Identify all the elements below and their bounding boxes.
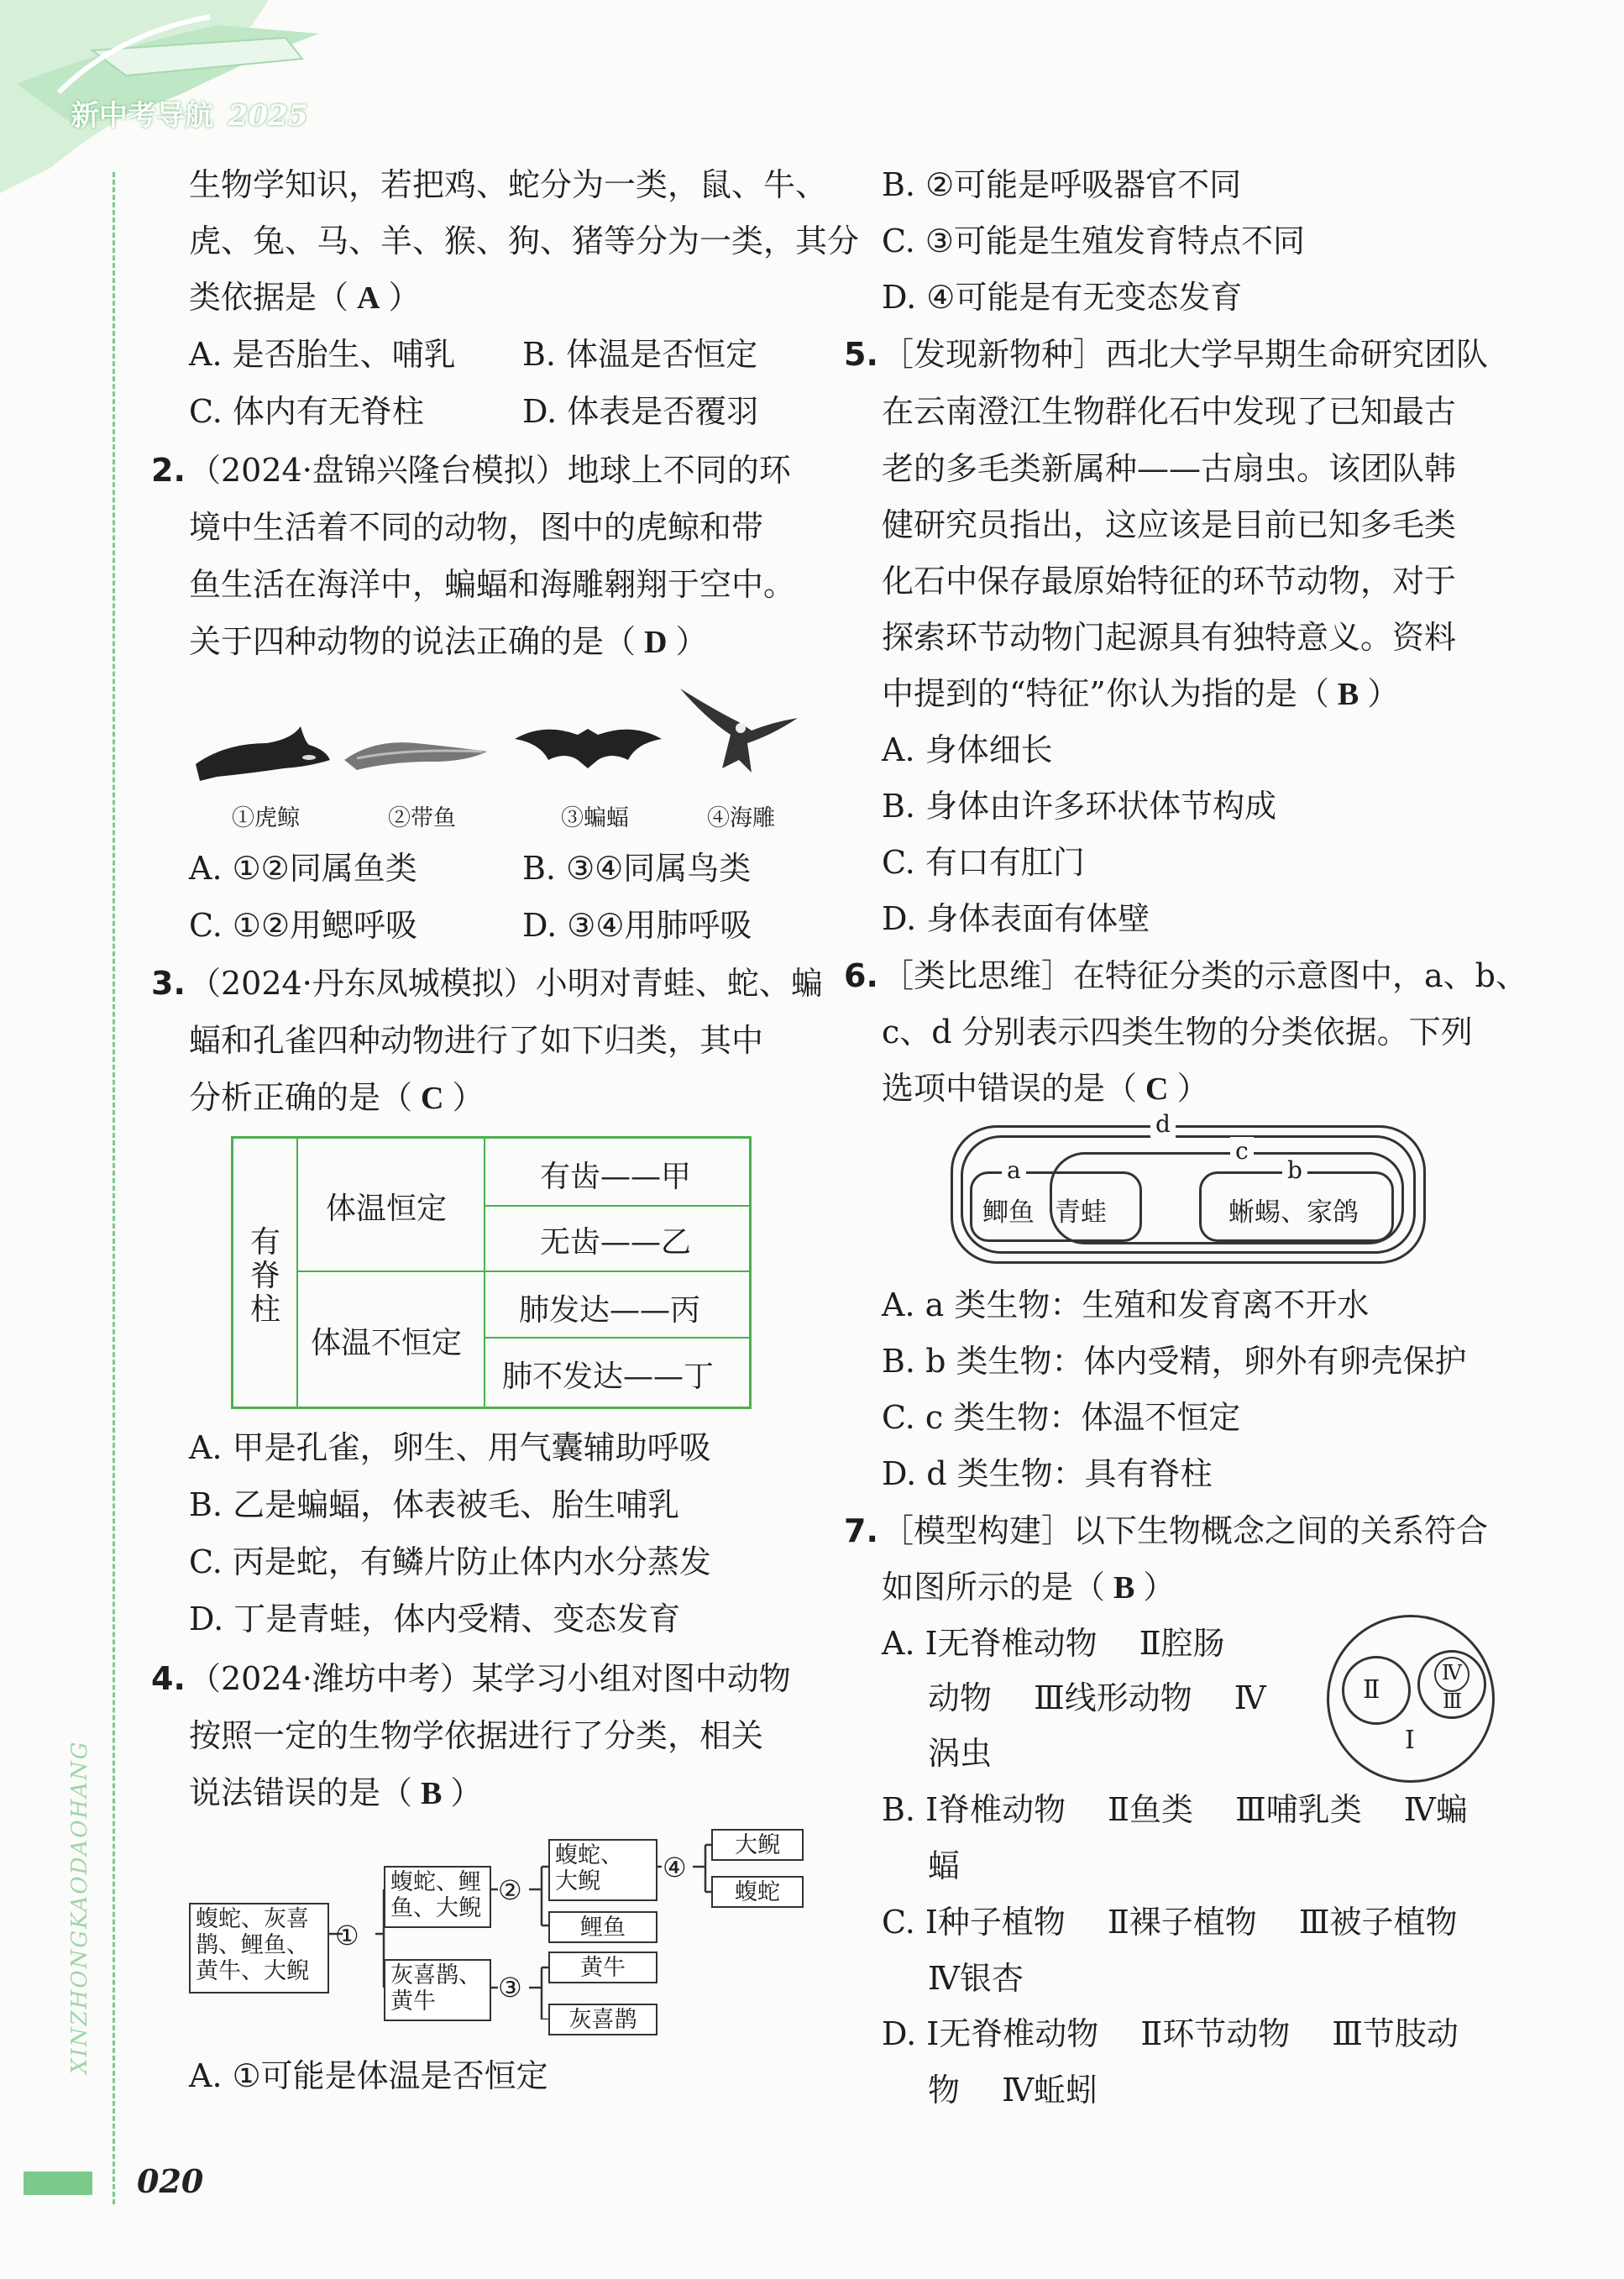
q5-number: 5. bbox=[844, 336, 878, 373]
q5-line-1: ［发现新物种］西北大学早期生命研究团队 bbox=[882, 336, 1489, 373]
tree-leaf-c1: 蝮蛇、 大鲵 bbox=[548, 1839, 657, 1901]
q3-close: ） bbox=[452, 1079, 485, 1116]
q5-line-2: 在云南澄江生物群化石中发现了已知最古 bbox=[882, 393, 1457, 430]
header-brand bbox=[71, 92, 307, 134]
tree-leaf-c4: 灰喜鹊 bbox=[548, 2004, 657, 2035]
q5-close: ） bbox=[1367, 675, 1400, 712]
q2-close: ） bbox=[675, 623, 708, 660]
q3-option-c: C. 丙是蛇，有鳞片防止体内水分蒸发 bbox=[189, 1543, 711, 1580]
q5-option-b: B. 身体由许多环状体节构成 bbox=[882, 788, 1277, 825]
q2-line-1: （2024·盘锦兴隆台模拟）地球上不同的环 bbox=[189, 452, 791, 489]
q1-option-d: D. 体表是否覆羽 bbox=[522, 393, 759, 430]
orca-image bbox=[191, 718, 334, 785]
tree-node-4: ④ bbox=[663, 1852, 687, 1883]
q7-number: 7. bbox=[844, 1512, 878, 1549]
venn-label-ii: Ⅱ bbox=[1363, 1675, 1380, 1705]
q2-option-b: B. ③④同属鸟类 bbox=[522, 850, 752, 887]
caption-eagle: ④海雕 bbox=[707, 805, 775, 831]
q4-option-a: A. ①可能是体温是否恒定 bbox=[189, 2057, 548, 2094]
diagram-label-c: c bbox=[1230, 1137, 1254, 1165]
q3-option-d: D. 丁是青蛙，体内受精、变态发育 bbox=[189, 1601, 681, 1637]
q3-line-1: （2024·丹东凤城模拟）小明对青蛙、蛇、蝙 bbox=[189, 965, 823, 1002]
left-margin-dashed-line bbox=[113, 172, 115, 2204]
q5-option-a: A. 身体细长 bbox=[882, 731, 1053, 768]
q4-option-c: C. ③可能是生殖发育特点不同 bbox=[882, 223, 1305, 259]
diagram-label-a: a bbox=[1002, 1156, 1026, 1184]
diagram-label-d: d bbox=[1150, 1110, 1176, 1138]
q2-stem-end: 关于四种动物的说法正确的是（ bbox=[189, 623, 637, 660]
q6-line-3 bbox=[882, 1068, 1208, 1109]
q6-answer: C bbox=[1145, 1071, 1169, 1107]
q2-line-4 bbox=[189, 621, 707, 663]
q5-answer: B bbox=[1337, 677, 1359, 712]
q3-line-2: 蝠和孔雀四种动物进行了如下归类，其中 bbox=[189, 1022, 764, 1059]
q4-number: 4. bbox=[151, 1660, 186, 1697]
q7-option-b-line-2: 蝠 bbox=[928, 1847, 961, 1884]
bat-image bbox=[511, 714, 666, 781]
q4-stem-end: 说法错误的是（ bbox=[189, 1774, 413, 1811]
table-root: 有 脊 柱 bbox=[249, 1225, 280, 1327]
page-number: 020 bbox=[137, 2162, 204, 2200]
q6-option-a: A. a 类生物：生殖和发育离不开水 bbox=[882, 1286, 1370, 1323]
q5-line-3: 老的多毛类新属种——古扇虫。该团队韩 bbox=[882, 450, 1457, 487]
q2-line-3: 鱼生活在海洋中，蝙蝠和海雕翱翔于空中。 bbox=[189, 566, 796, 603]
tree-leaf-d2: 蝮蛇 bbox=[711, 1876, 804, 1908]
q1-option-b: B. 体温是否恒定 bbox=[522, 336, 758, 373]
q4-line-3 bbox=[189, 1773, 482, 1814]
tree-leaf-c3: 黄牛 bbox=[548, 1952, 657, 1983]
q4-line-1: （2024·潍坊中考）某学习小组对图中动物 bbox=[189, 1660, 791, 1697]
q1-option-c: C. 体内有无脊柱 bbox=[189, 393, 424, 430]
q2-answer: D bbox=[644, 625, 668, 660]
q7-option-c-line-1: C. Ⅰ种子植物 Ⅱ裸子植物 Ⅲ被子植物 bbox=[882, 1904, 1458, 1941]
q7-option-a-line-2: 动物 Ⅲ线形动物 Ⅳ bbox=[928, 1679, 1266, 1716]
q5-line-5: 化石中保存最原始特征的环节动物，对于 bbox=[882, 563, 1457, 600]
tree-leaf-c2: 鲤鱼 bbox=[548, 1911, 657, 1943]
table-leaf-bing: 肺发达——丙 bbox=[519, 1293, 701, 1328]
q2-line-2: 境中生活着不同的动物，图中的虎鲸和带 bbox=[189, 509, 764, 546]
q4-line-2: 按照一定的生物学依据进行了分类，相关 bbox=[189, 1717, 764, 1754]
q7-option-a-line-3: 涡虫 bbox=[928, 1735, 993, 1772]
tree-leaf-d1: 大鲵 bbox=[711, 1829, 804, 1861]
q5-option-c: C. 有口有肛门 bbox=[882, 844, 1085, 881]
side-text: XINZHONGKAODAOHANG bbox=[67, 1740, 92, 2074]
diagram-frog: 青蛙 bbox=[1055, 1197, 1107, 1228]
q3-answer: C bbox=[421, 1081, 444, 1116]
q4-answer: B bbox=[421, 1776, 443, 1811]
tree-node-2: ② bbox=[498, 1874, 522, 1906]
q7-stem-end: 如图所示的是（ bbox=[882, 1569, 1106, 1606]
q6-option-b: B. b 类生物：体内受精，卵外有卵壳保护 bbox=[882, 1343, 1467, 1380]
q4-option-d: D. ④可能是有无变态发育 bbox=[882, 279, 1243, 316]
table-leaf-jia: 有齿——甲 bbox=[540, 1160, 692, 1194]
table-leaf-yi: 无齿——乙 bbox=[540, 1225, 692, 1260]
q2-option-c: C. ①②用鳃呼吸 bbox=[189, 907, 418, 944]
q7-line-1: ［模型构建］以下生物概念之间的关系符合 bbox=[882, 1512, 1489, 1549]
venn-label-i: Ⅰ bbox=[1405, 1726, 1415, 1755]
diagram-others: 蜥蜴、家鸽 bbox=[1228, 1197, 1359, 1228]
tree-branch-2: 灰喜鹊、 黄牛 bbox=[384, 1959, 491, 2021]
q7-close: ） bbox=[1143, 1569, 1176, 1606]
q7-option-d-line-2: 物 Ⅳ蚯蚓 bbox=[928, 2072, 1098, 2109]
q1-answer: A bbox=[357, 280, 380, 316]
classification-table bbox=[231, 1136, 752, 1409]
venn-label-iii: Ⅲ bbox=[1443, 1690, 1463, 1713]
q6-number: 6. bbox=[844, 957, 878, 994]
q6-line-2: c、d 分别表示四类生物的分类依据。下列 bbox=[882, 1014, 1473, 1050]
q1-line-2: 虎、兔、马、羊、猴、狗、猪等分为一类，其分 bbox=[189, 223, 860, 259]
q1-close: ） bbox=[388, 279, 421, 316]
table-leaf-ding: 肺不发达——丁 bbox=[502, 1360, 715, 1394]
q4-close: ） bbox=[450, 1774, 483, 1811]
q6-stem-end: 选项中错误的是（ bbox=[882, 1070, 1138, 1107]
q3-stem-end: 分析正确的是（ bbox=[189, 1079, 413, 1116]
q5-stem-end: 中提到的“特征”你认为指的是（ bbox=[882, 675, 1329, 712]
q3-number: 3. bbox=[151, 965, 186, 1002]
footer-bar bbox=[24, 2172, 92, 2195]
q7-line-2 bbox=[882, 1567, 1175, 1608]
diagram-label-b: b bbox=[1282, 1156, 1307, 1184]
caption-ribbonfish: ②带鱼 bbox=[388, 805, 456, 831]
q6-line-1: ［类比思维］在特征分类的示意图中，a、b、 bbox=[882, 957, 1527, 994]
q2-option-d: D. ③④用肺呼吸 bbox=[522, 907, 752, 944]
q7-answer: B bbox=[1113, 1570, 1135, 1606]
brand-year: 2025 bbox=[228, 99, 308, 133]
tree-node-3: ③ bbox=[498, 1972, 522, 2004]
q7-option-b-line-1: B. Ⅰ脊椎动物 Ⅱ鱼类 Ⅲ哺乳类 Ⅳ蝙 bbox=[882, 1791, 1468, 1828]
ribbonfish-image bbox=[340, 726, 491, 777]
q3-line-3 bbox=[189, 1077, 484, 1119]
q6-close: ） bbox=[1176, 1070, 1209, 1107]
q1-line-3 bbox=[189, 277, 420, 318]
q6-option-d: D. d 类生物：具有脊柱 bbox=[882, 1455, 1213, 1492]
table-group-cold: 体温不恒定 bbox=[311, 1326, 463, 1360]
q7-option-a-line-1: A. Ⅰ无脊椎动物 Ⅱ腔肠 bbox=[882, 1625, 1225, 1662]
q5-line-7 bbox=[882, 673, 1399, 715]
q7-option-d-line-1: D. Ⅰ无脊椎动物 Ⅱ环节动物 Ⅲ节肢动 bbox=[882, 2015, 1459, 2052]
q2-option-a: A. ①②同属鱼类 bbox=[189, 850, 417, 887]
caption-bat: ③蝙蝠 bbox=[561, 805, 629, 831]
q1-stem-end: 类依据是（ bbox=[189, 279, 349, 316]
tree-branch-1: 蝮蛇、鲤 鱼、大鲵 bbox=[384, 1866, 491, 1928]
caption-orca: ①虎鲸 bbox=[232, 805, 300, 831]
diagram-fish: 鲫鱼 bbox=[982, 1197, 1035, 1228]
q5-line-6: 探索环节动物门起源具有独特意义。资料 bbox=[882, 619, 1457, 656]
q7-option-c-line-2: Ⅳ银杏 bbox=[928, 1960, 1024, 1997]
venn-label-iv: Ⅳ bbox=[1442, 1661, 1462, 1684]
brand-text: 新中考导航 bbox=[71, 99, 213, 133]
q4-option-b: B. ②可能是呼吸器官不同 bbox=[882, 166, 1242, 203]
q3-option-b: B. 乙是蝙蝠，体表被毛、胎生哺乳 bbox=[189, 1486, 680, 1523]
q5-option-d: D. 身体表面有体壁 bbox=[882, 900, 1150, 937]
q6-option-c: C. c 类生物：体温不恒定 bbox=[882, 1399, 1241, 1436]
table-group-warm: 体温恒定 bbox=[326, 1192, 448, 1226]
q1-option-a: A. 是否胎生、哺乳 bbox=[189, 336, 456, 373]
eagle-image bbox=[672, 684, 806, 785]
q3-option-a: A. 甲是孔雀，卵生、用气囊辅助呼吸 bbox=[189, 1429, 711, 1466]
q2-number: 2. bbox=[151, 452, 186, 489]
q1-line-1: 生物学知识，若把鸡、蛇分为一类，鼠、牛、 bbox=[189, 166, 828, 203]
tree-node-1: ① bbox=[335, 1920, 359, 1952]
tree-root: 蝮蛇、灰喜 鹊、鲤鱼、 黄牛、大鲵 bbox=[189, 1903, 329, 1993]
q5-line-4: 健研究员指出，这应该是目前已知多毛类 bbox=[882, 506, 1457, 543]
